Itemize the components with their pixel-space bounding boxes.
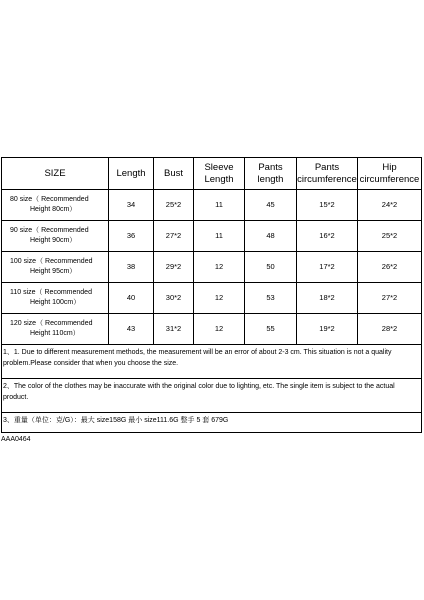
bust-cell: 31*2 [154, 314, 194, 345]
bust-cell: 25*2 [154, 190, 194, 221]
table-row [2, 283, 422, 314]
size-cell: 90 size（ Recommended Height 90cm） [2, 221, 109, 252]
header-bust: Bust [154, 158, 194, 190]
note-row [2, 345, 422, 379]
header-pants-length: Pants length [245, 158, 297, 190]
note-measurement-error: 1、1. Due to different measurement methods, the measurement will be an error of about 2-3 cm. This situation is not a quality problem.Please consider that when you choose the size. [2, 345, 422, 379]
table-row [2, 221, 422, 252]
pants-circumference-cell: 19*2 [297, 314, 358, 345]
pants-length-cell: 48 [245, 221, 297, 252]
bust-cell: 29*2 [154, 252, 194, 283]
note-row [2, 413, 422, 433]
length-cell: 43 [109, 314, 154, 345]
table-row [2, 252, 422, 283]
header-length: Length [109, 158, 154, 190]
sleeve-cell: 11 [194, 190, 245, 221]
hip-circumference-cell: 25*2 [358, 221, 422, 252]
header-size: SIZE [2, 158, 109, 190]
header-pants-circumference: Pants circumference [297, 158, 358, 190]
pants-circumference-cell: 17*2 [297, 252, 358, 283]
header-row [2, 158, 422, 190]
size-cell: 120 size（ Recommended Height 110cm） [2, 314, 109, 345]
size-cell: 110 size（ Recommended Height 100cm） [2, 283, 109, 314]
sleeve-cell: 12 [194, 283, 245, 314]
sleeve-cell: 11 [194, 221, 245, 252]
note-color-difference: 2、The color of the clothes may be inaccurate with the original color due to lighting, etc. The single item is subject to the actual product. [2, 379, 422, 413]
size-table [1, 157, 422, 433]
length-cell: 34 [109, 190, 154, 221]
hip-circumference-cell: 28*2 [358, 314, 422, 345]
length-cell: 40 [109, 283, 154, 314]
table-row [2, 314, 422, 345]
pants-circumference-cell: 15*2 [297, 190, 358, 221]
pants-length-cell: 50 [245, 252, 297, 283]
size-cell: 80 size（ Recommended Height 80cm） [2, 190, 109, 221]
header-hip-circumference: Hip circumference [358, 158, 422, 190]
pants-circumference-cell: 16*2 [297, 221, 358, 252]
bust-cell: 27*2 [154, 221, 194, 252]
table-row [2, 190, 422, 221]
pants-length-cell: 53 [245, 283, 297, 314]
pants-length-cell: 45 [245, 190, 297, 221]
hip-circumference-cell: 26*2 [358, 252, 422, 283]
hip-circumference-cell: 27*2 [358, 283, 422, 314]
sleeve-cell: 12 [194, 252, 245, 283]
length-cell: 38 [109, 252, 154, 283]
product-code: AAA0464 [1, 436, 31, 443]
hip-circumference-cell: 24*2 [358, 190, 422, 221]
bust-cell: 30*2 [154, 283, 194, 314]
header-sleeve-length: Sleeve Length [194, 158, 245, 190]
note-weight: 3、重量（单位：克/G）：最大 size158G 最小 size111.6G 整手 5 套 679G [2, 413, 422, 433]
pants-length-cell: 55 [245, 314, 297, 345]
sleeve-cell: 12 [194, 314, 245, 345]
size-cell: 100 size（ Recommended Height 95cm） [2, 252, 109, 283]
size-chart [1, 157, 421, 433]
length-cell: 36 [109, 221, 154, 252]
pants-circumference-cell: 18*2 [297, 283, 358, 314]
note-row [2, 379, 422, 413]
